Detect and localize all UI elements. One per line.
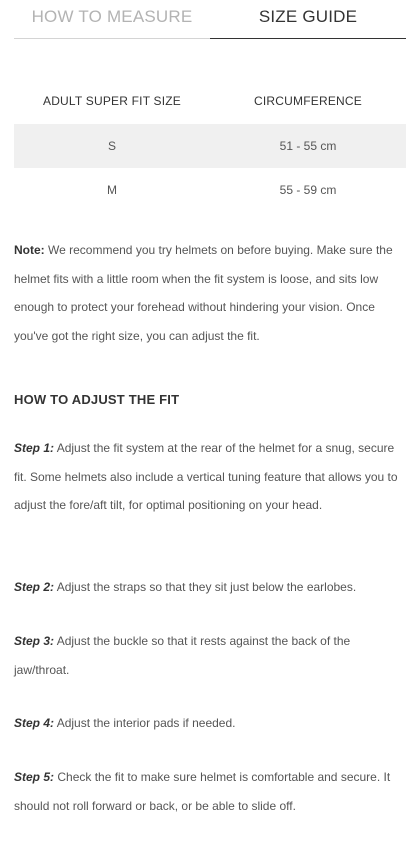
- step-4-text: Adjust the interior pads if needed.: [54, 716, 236, 730]
- column-header-circumference: CIRCUMFERENCE: [254, 94, 362, 108]
- size-table: [14, 78, 406, 212]
- step-1-label: Step 1:: [14, 441, 55, 455]
- tab-how-to-measure[interactable]: HOW TO MEASURE: [14, 0, 210, 39]
- step-4-label: Step 4:: [14, 716, 55, 730]
- table-row: [14, 168, 406, 212]
- step-2-label: Step 2:: [14, 580, 55, 594]
- step-1-text: Adjust the fit system at the rear of the helmet for a snug, secure fit. Some helmets also include a vertical tuning feature that allows you to adjust the fore/aft tilt, for optimal positioning on your head.: [14, 441, 398, 512]
- size-cell: M: [107, 183, 117, 197]
- note-text: We recommend you try helmets on before buying. Make sure the helmet fits with a little room when the fit system is loose, and sits low enough to protect your forehead without hindering your vision. Once you've got the right size, you can adjust the fit.: [14, 243, 393, 343]
- step-5-text: Check the fit to make sure helmet is comfortable and secure. It should not roll forward or back, or be able to slide off.: [14, 770, 391, 813]
- note-label: Note:: [14, 243, 45, 257]
- adjust-fit-heading: HOW TO ADJUST THE FIT: [14, 392, 180, 407]
- note-paragraph: [14, 236, 406, 350]
- circumference-cell: 51 - 55 cm: [210, 124, 406, 168]
- table-row: [14, 124, 406, 168]
- step-5-label: Step 5:: [14, 770, 55, 784]
- step-2-paragraph: [14, 573, 406, 602]
- tab-bar: [14, 0, 406, 39]
- size-cell: S: [14, 124, 210, 168]
- step-3-paragraph: [14, 627, 406, 684]
- step-3-text: Adjust the buckle so that it rests against the back of the jaw/throat.: [14, 634, 351, 677]
- step-2-text: Adjust the straps so that they sit just below the earlobes.: [54, 580, 357, 594]
- column-header-size: ADULT SUPER FIT SIZE: [42, 94, 182, 108]
- circumference-cell: 55 - 59 cm: [279, 183, 337, 197]
- tab-size-guide[interactable]: SIZE GUIDE: [210, 0, 406, 39]
- step-4-paragraph: [14, 709, 406, 738]
- table-header-row: [14, 78, 406, 124]
- step-1-paragraph: [14, 434, 406, 520]
- step-5-paragraph: [14, 763, 406, 820]
- step-3-label: Step 3:: [14, 634, 55, 648]
